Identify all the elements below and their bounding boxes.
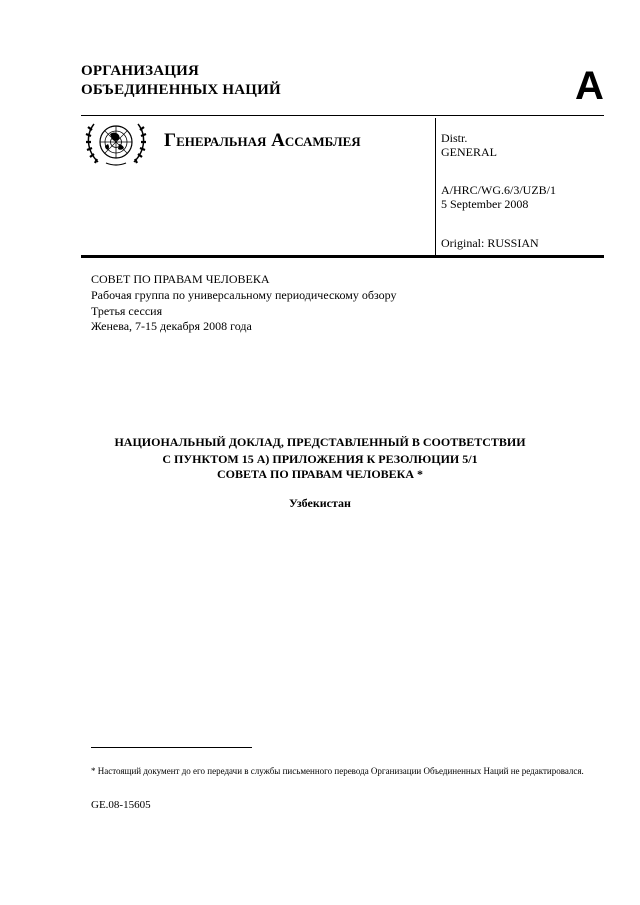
document-symbol: A/HRC/WG.6/3/UZB/1 bbox=[441, 183, 557, 197]
general-assembly-title bbox=[164, 130, 361, 152]
session-name: Третья сессия bbox=[91, 304, 163, 318]
header-bottom-rule bbox=[81, 255, 604, 258]
report-country: Узбекистан bbox=[289, 496, 351, 510]
report-title-line3: СОВЕТА ПО ПРАВАМ ЧЕЛОВЕКА * bbox=[216, 467, 424, 481]
footnote-rule bbox=[91, 747, 252, 748]
header-top-rule bbox=[81, 115, 604, 116]
distr-label: Distr. bbox=[441, 131, 468, 145]
language-letter: A bbox=[575, 64, 604, 108]
distr-value: GENERAL bbox=[441, 145, 497, 159]
footnote-text: * Настоящий документ до его передачи в службы письменного перевода Организации Объединенных Наций не редактировался. bbox=[91, 766, 584, 776]
organization-name-line2: ОБЪЕДИНЕННЫХ НАЦИЙ bbox=[81, 82, 281, 98]
place-and-date: Женева, 7-15 декабря 2008 года bbox=[91, 319, 252, 333]
header-vertical-separator bbox=[435, 118, 436, 256]
report-title-line1: НАЦИОНАЛЬНЫЙ ДОКЛАД, ПРЕДСТАВЛЕННЫЙ В СООТВЕТСТВИИ bbox=[114, 435, 526, 449]
general-assembly-title-text: Генеральная Ассамблея bbox=[164, 130, 361, 151]
document-date: 5 September 2008 bbox=[441, 197, 529, 211]
organization-name-line1: ОРГАНИЗАЦИЯ bbox=[81, 63, 200, 79]
original-language: Original: RUSSIAN bbox=[441, 236, 539, 250]
report-title-line2: С ПУНКТОМ 15 А) ПРИЛОЖЕНИЯ К РЕЗОЛЮЦИИ 5/1 bbox=[162, 452, 478, 466]
un-emblem-icon bbox=[84, 116, 148, 168]
working-group-name: Рабочая группа по универсальному периодическому обзору bbox=[91, 288, 397, 302]
council-name: СОВЕТ ПО ПРАВАМ ЧЕЛОВЕКА bbox=[91, 272, 270, 286]
ge-document-code: GE.08-15605 bbox=[91, 799, 151, 811]
